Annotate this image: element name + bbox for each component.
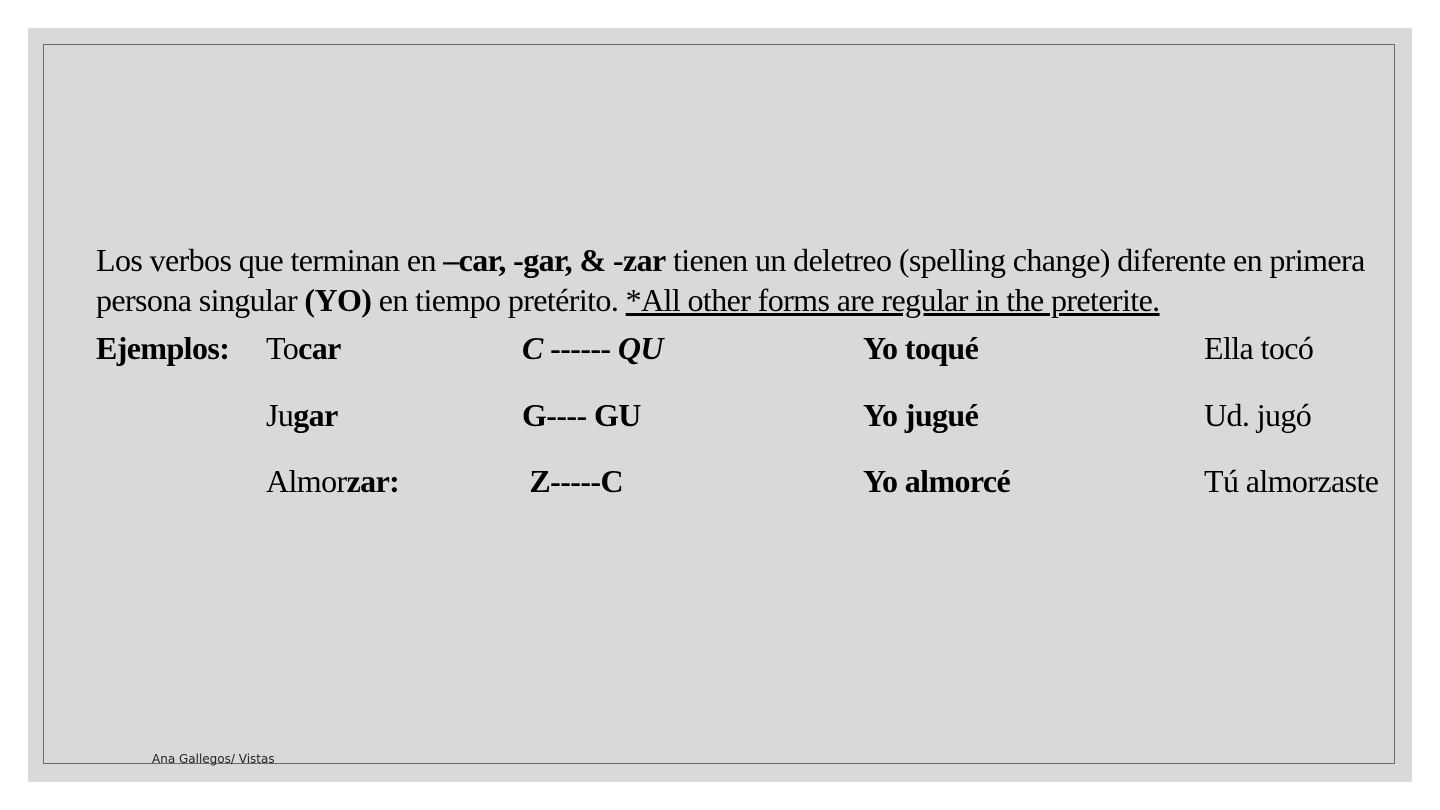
verb bbox=[266, 328, 341, 368]
verb-stem: Ju bbox=[266, 397, 294, 433]
intro-text-1: Los verbos que terminan en bbox=[96, 242, 444, 278]
intro-endings: –car, -gar, & -zar bbox=[443, 242, 666, 278]
spelling-change bbox=[522, 328, 663, 368]
intro-yo: (YO) bbox=[304, 282, 372, 318]
verb-stem: To bbox=[266, 330, 299, 366]
change-dash: ----- bbox=[550, 463, 601, 499]
yo-form: Yo jugué bbox=[863, 397, 979, 433]
yo-form: Yo almorcé bbox=[863, 463, 1011, 499]
spelling-change bbox=[522, 395, 641, 435]
change-to: C bbox=[600, 463, 623, 499]
change-from: G bbox=[522, 397, 547, 433]
change-to: QU bbox=[617, 330, 663, 366]
verb-stem: Almor bbox=[266, 463, 347, 499]
verb bbox=[266, 461, 399, 501]
change-dash: ---- bbox=[546, 397, 594, 433]
change-from: C bbox=[522, 330, 543, 366]
verb bbox=[266, 395, 338, 435]
intro-text-2: tienen un deletreo (spelling change) diferente en primera persona singular bbox=[96, 242, 1365, 318]
change-from: Z bbox=[522, 463, 551, 499]
yo-form: Yo toqué bbox=[863, 330, 979, 366]
verb-ending: zar: bbox=[346, 463, 400, 499]
slide-border bbox=[43, 44, 1395, 764]
change-to: GU bbox=[593, 397, 641, 433]
footer-credit: Ana Gallegos/ Vistas bbox=[152, 752, 275, 766]
verb-ending: gar bbox=[293, 397, 338, 433]
spelling-change bbox=[522, 461, 623, 501]
slide bbox=[28, 28, 1412, 782]
other-form: Ud. jugó bbox=[1204, 397, 1312, 433]
verb-ending: car bbox=[298, 330, 341, 366]
intro-paragraph bbox=[96, 240, 1396, 320]
change-dash: ------ bbox=[542, 330, 618, 366]
examples-label: Ejemplos: bbox=[96, 330, 230, 366]
other-form: Tú almorzaste bbox=[1204, 463, 1379, 499]
intro-text-3: en tiempo pretérito. bbox=[371, 282, 626, 318]
other-form: Ella tocó bbox=[1204, 330, 1314, 366]
intro-note: *All other forms are regular in the preterite. bbox=[625, 282, 1160, 318]
